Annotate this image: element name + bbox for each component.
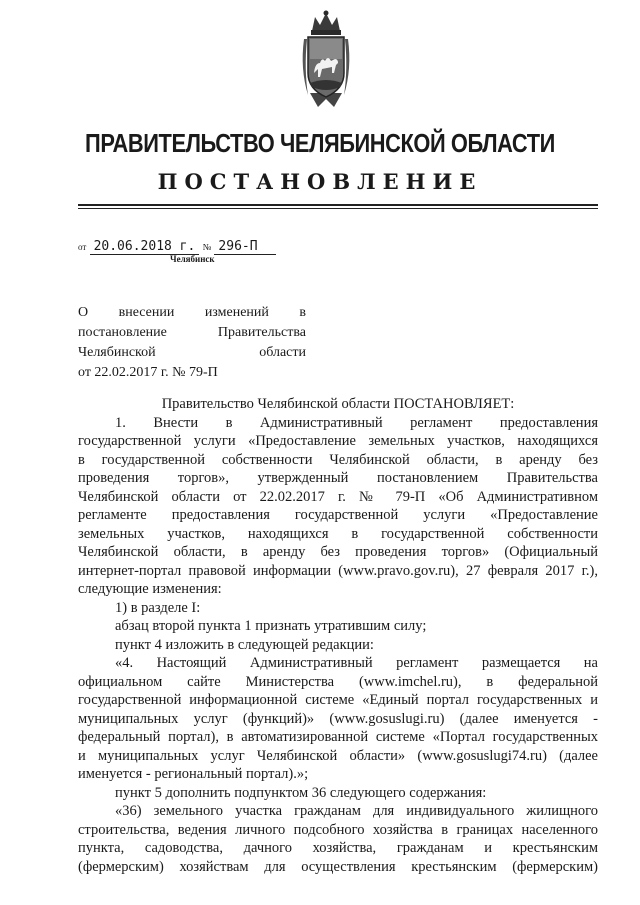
body-line: строительства, ведения личного подсобного хозяйства в границах населенного [78,821,598,838]
body-line: именуется - региональный портал).»; [78,766,309,782]
government-title: ПРАВИТЕЛЬСТВО ЧЕЛЯБИНСКОЙ ОБЛАСТИ [85,128,555,158]
body-line: муниципальных услуг (функций)» (www.gosuslugi.ru) (далее именуется - [78,710,598,727]
body-line: регламенте предоставления государственной услуги «Предоставление [78,507,598,523]
body-line: пункта, садоводства, дачного хозяйства, гражданам и крестьянским [78,840,598,856]
body-line: (фермерским) хозяйствам для осуществления крестьянским (фермерским) [78,858,598,875]
subject-line: Челябинской области [78,345,306,360]
body-line: в государственной собственности Челябинской области, в аренду без [78,451,598,468]
body-line: земельных участков, находящихся в государственной собственности [78,525,598,542]
document-number: 296-П [214,239,275,255]
body-line: государственной услуги «Предоставление земельных участков, находящихся [78,433,598,449]
subject-line: О внесении изменений в [78,305,306,320]
body-line: и муниципальных услуг Челябинской области» (www.gosuslugi74.ru) (далее [78,747,598,764]
body-line: следующие изменения: [78,581,222,597]
body-line: «4. Настоящий Административный регламент размещается на [115,655,598,671]
date-number-line [78,238,276,254]
document-body [78,395,598,876]
body-line: государственной информационной системе «Единый портал государственных и [78,692,598,708]
body-line: абзац второй пункта 1 признать утратившим силу; [115,618,427,634]
body-line: Правительство Челябинской области ПОСТАНОВЛЯЕТ: [161,396,515,412]
body-line: пункт 5 дополнить подпунктом 36 следующего содержания: [115,784,487,801]
body-line: проведения торгов», утвержденный постановлением Правительства [78,470,598,486]
header-divider-thick [78,204,598,206]
document-type-heading: ПОСТАНОВЛЕНИЕ [157,169,483,194]
body-line: Челябинской области, в аренду без проведения торгов» (Официальный [78,544,598,560]
city-label: Челябинск [170,254,215,264]
body-line: пункт 4 изложить в следующей редакции: [115,636,374,653]
body-line: 1. Внести в Административный регламент предоставления [115,414,598,431]
subject-line: от 22.02.2017 г. № 79-П [78,365,218,380]
body-line: «36) земельного участка гражданам для индивидуального жилищного [115,803,598,819]
coat-of-arms-emblem [298,9,354,111]
date-prefix: от [78,242,87,252]
document-date: 20.06.2018 г. [90,239,200,255]
body-line: Челябинской области от 22.02.2017 г. № 79-П «Об Административном [78,488,598,505]
body-line: 1) в разделе I: [115,599,201,616]
header-divider-thin [78,208,598,209]
body-line: федеральный портал), в автоматизированной системе «Портал государственных [78,729,598,745]
number-prefix: № [202,242,212,252]
document-subject [78,303,306,383]
subject-line: постановление Правительства [78,325,306,340]
body-line: интернет-портал правовой информации (www.pravo.gov.ru), 27 февраля 2017 г.), [78,562,598,579]
body-line: официальном сайте Министерства (www.imchel.ru), в федеральной [78,673,598,690]
